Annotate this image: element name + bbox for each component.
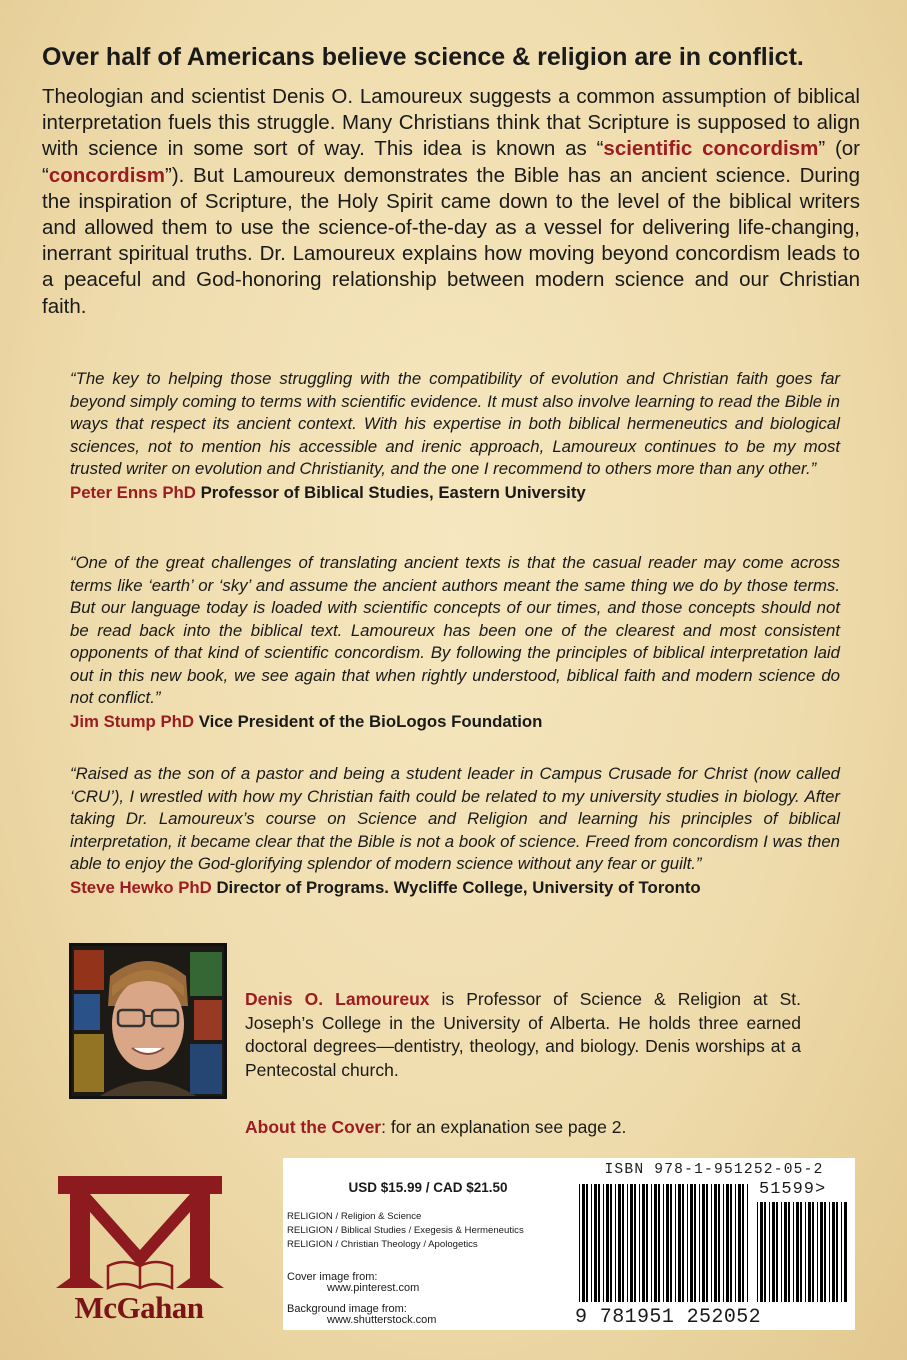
about-label: About the Cover — [245, 1117, 382, 1137]
barcode-bar — [642, 1184, 645, 1302]
about-text: : for an explanation see page 2. — [381, 1117, 627, 1137]
barcode-bar — [757, 1202, 758, 1302]
barcode-bar — [776, 1202, 778, 1302]
barcode-bar — [586, 1184, 588, 1302]
barcode-bar — [699, 1184, 700, 1302]
barcode-bar — [772, 1202, 775, 1302]
barcode-bar — [832, 1202, 835, 1302]
intro-paragraph — [42, 84, 860, 320]
barcode-bar — [764, 1202, 766, 1302]
endorsement-quote: “Raised as the son of a pastor and being a student leader in Campus Crusade for Christ (now called ‘CRU’), I wrestled with how my Christian faith could be related to my university studies in biology. After taking Dr. Lamoureux’s course on Science and Religion and learning his principles of biblical interpretation, it became clear that the Bible is not a book of science. Freed from concordism I was then able to enjoy the God-glorifying splendor of modern science without any fear or guilt.” — [70, 764, 840, 873]
endorsement-quote: “The key to helping those struggling with the compatibility of evolution and Christian faith goes far beyond simply coming to terms with scientific evidence. It must also involve learning to read the Bible in ways that respect its ancient context. With his expertise in both biblical hermeneutics and biological sciences, not to mention his accessible and irenic approach, Lamoureux continues to be my most trusted writer on evolution and Christianity, and the one I recommend to others more than any other.” — [70, 369, 840, 478]
barcode-panel — [573, 1158, 855, 1330]
barcode-bar — [690, 1184, 693, 1302]
endorsement-attribution — [70, 877, 840, 899]
barcode-bar — [639, 1184, 640, 1302]
publisher-name: McGahan — [74, 1290, 204, 1325]
barcode-bar — [678, 1184, 681, 1302]
barcode-bar — [726, 1184, 729, 1302]
barcode-bar — [579, 1184, 580, 1302]
barcode-bar — [687, 1184, 688, 1302]
barcode-bar — [824, 1202, 826, 1302]
barcode-bar — [730, 1184, 732, 1302]
endorsement-hewko — [70, 763, 840, 899]
price-barcode — [757, 1202, 849, 1302]
barcode-bar — [630, 1184, 633, 1302]
barcode-bar — [682, 1184, 684, 1302]
barcode-bar — [714, 1184, 717, 1302]
author-name: Denis O. Lamoureux — [245, 989, 430, 1009]
barcode-bar — [603, 1184, 604, 1302]
endorser-name: Jim Stump PhD — [70, 711, 195, 731]
author-portrait-illustration — [72, 946, 224, 1096]
barcode-bar — [694, 1184, 696, 1302]
barcode-bar — [622, 1184, 624, 1302]
term-scientific-concordism: scientific concordism — [603, 137, 819, 161]
barcode-bar — [844, 1202, 847, 1302]
barcode-bar — [747, 1184, 748, 1302]
barcode-bar — [670, 1184, 672, 1302]
barcode-bar — [805, 1202, 806, 1302]
author-photo — [69, 943, 227, 1099]
barcode-bar — [723, 1184, 724, 1302]
barcode-bar — [598, 1184, 600, 1302]
barcode-bar — [591, 1184, 592, 1302]
author-bio-text: is Professor of Science & Religion at St. Joseph’s College in the University of Alberta. He holds three earned doctoral degrees—dentistry, theology, and biology. Denis worships at a Pentecostal church. — [245, 989, 801, 1080]
barcode-bar — [658, 1184, 660, 1302]
intro-text-1: Theologian and scientist Denis O. Lamoureux suggests a common assumption of biblical interpretation fuels this struggle. Many Christians think that Scripture is supposed to align with science in some sort of way. This idea is known as “ — [42, 85, 860, 161]
endorser-title: Vice President of the BioLogos Foundation — [198, 711, 543, 731]
headline: Over half of Americans believe science & religion are in conflict. — [42, 43, 804, 71]
barcode-bar — [711, 1184, 712, 1302]
barcode-digits: 9 781951 252052 — [575, 1306, 762, 1329]
endorsement-attribution — [70, 711, 840, 733]
bisac-category: RELIGION / Christian Theology / Apologetics — [287, 1239, 478, 1250]
price: USD $15.99 / CAD $21.50 — [348, 1180, 508, 1195]
barcode-bar — [796, 1202, 799, 1302]
term-concordism: concordism — [48, 163, 166, 187]
barcode-bar — [800, 1202, 802, 1302]
background-credit-url: www.shutterstock.com — [327, 1314, 437, 1326]
barcode-bar — [610, 1184, 612, 1302]
background-credit-label: Background image from: — [287, 1303, 407, 1315]
cover-credit-label: Cover image from: — [287, 1271, 378, 1283]
barcode-bar — [666, 1184, 669, 1302]
barcode-bar — [812, 1202, 814, 1302]
barcode-bar — [618, 1184, 621, 1302]
cover-credit-url: www.pinterest.com — [327, 1282, 420, 1294]
endorsement-stump — [70, 552, 840, 733]
barcode-bar — [627, 1184, 628, 1302]
barcode-bar — [769, 1202, 770, 1302]
barcode-bar — [735, 1184, 736, 1302]
endorser-name: Peter Enns PhD — [70, 482, 196, 502]
barcode-bar — [781, 1202, 782, 1302]
barcode-bar — [808, 1202, 811, 1302]
barcode-bar — [738, 1184, 741, 1302]
barcode-bar — [606, 1184, 609, 1302]
barcode-bar — [663, 1184, 664, 1302]
barcode-bar — [582, 1184, 585, 1302]
endorser-title: Director of Programs. Wycliffe College, University of Toronto — [216, 877, 701, 897]
barcode-bar — [594, 1184, 597, 1302]
barcode-bar — [817, 1202, 818, 1302]
barcode-bar — [841, 1202, 842, 1302]
price-code: 51599> — [759, 1180, 827, 1199]
endorsement-quote: “One of the great challenges of translating ancient texts is that the casual reader may come across terms like ‘earth’ or ‘sky’ and assume the ancient authors meant the same thing we do by those terms. But our language today is loaded with scientific concepts of our times, and those concepts should not be read back into the biblical text. Lamoureux has been one of the clearest and most consistent opponents of that kind of scientific concordism. By following the principles of biblical interpretation laid out in this new book, we see again that when rightly understood, biblical faith and modern science do not conflict.” — [70, 553, 840, 707]
barcode-bar — [718, 1184, 720, 1302]
barcode-bar — [742, 1184, 744, 1302]
endorsement-enns — [70, 368, 840, 504]
barcode-bar — [615, 1184, 616, 1302]
intro-text-2: ” (or “ — [42, 137, 861, 187]
barcode-bar — [654, 1184, 657, 1302]
endorser-title: Professor of Biblical Studies, Eastern University — [200, 482, 586, 502]
retail-info-panel — [283, 1158, 573, 1330]
about-the-cover — [245, 1115, 626, 1139]
barcode-bar — [646, 1184, 648, 1302]
author-bio — [245, 988, 801, 1082]
barcode-bar — [829, 1202, 830, 1302]
barcode-bar — [634, 1184, 636, 1302]
barcode-bar — [788, 1202, 790, 1302]
bisac-category: RELIGION / Biblical Studies / Exegesis & Hermeneutics — [287, 1225, 524, 1236]
isbn-barcode — [579, 1184, 751, 1302]
endorser-name: Steve Hewko PhD — [70, 877, 212, 897]
isbn-text: ISBN 978-1-951252-05-2 — [604, 1162, 824, 1178]
barcode-bar — [836, 1202, 838, 1302]
barcode-bar — [793, 1202, 794, 1302]
barcode-bar — [702, 1184, 705, 1302]
endorsement-attribution — [70, 482, 840, 504]
barcode-bar — [651, 1184, 652, 1302]
barcode-bar — [760, 1202, 763, 1302]
barcode-bar — [820, 1202, 823, 1302]
barcode-bar — [675, 1184, 676, 1302]
barcode-bar — [784, 1202, 787, 1302]
barcode-bar — [706, 1184, 708, 1302]
bisac-category: RELIGION / Religion & Science — [287, 1211, 422, 1222]
intro-text-3: ”). But Lamoureux demonstrates the Bible has an ancient science. During the inspiration of Scripture, the Holy Spirit came down to the level of the biblical writers and allowed them to use the science-of-the-day as a vessel for delivering life-changing, inerrant spiritual truths. Dr. Lamoureux explains how moving beyond concordism leads to a peaceful and God-honoring relationship between modern science and our Christian faith. — [42, 163, 860, 318]
